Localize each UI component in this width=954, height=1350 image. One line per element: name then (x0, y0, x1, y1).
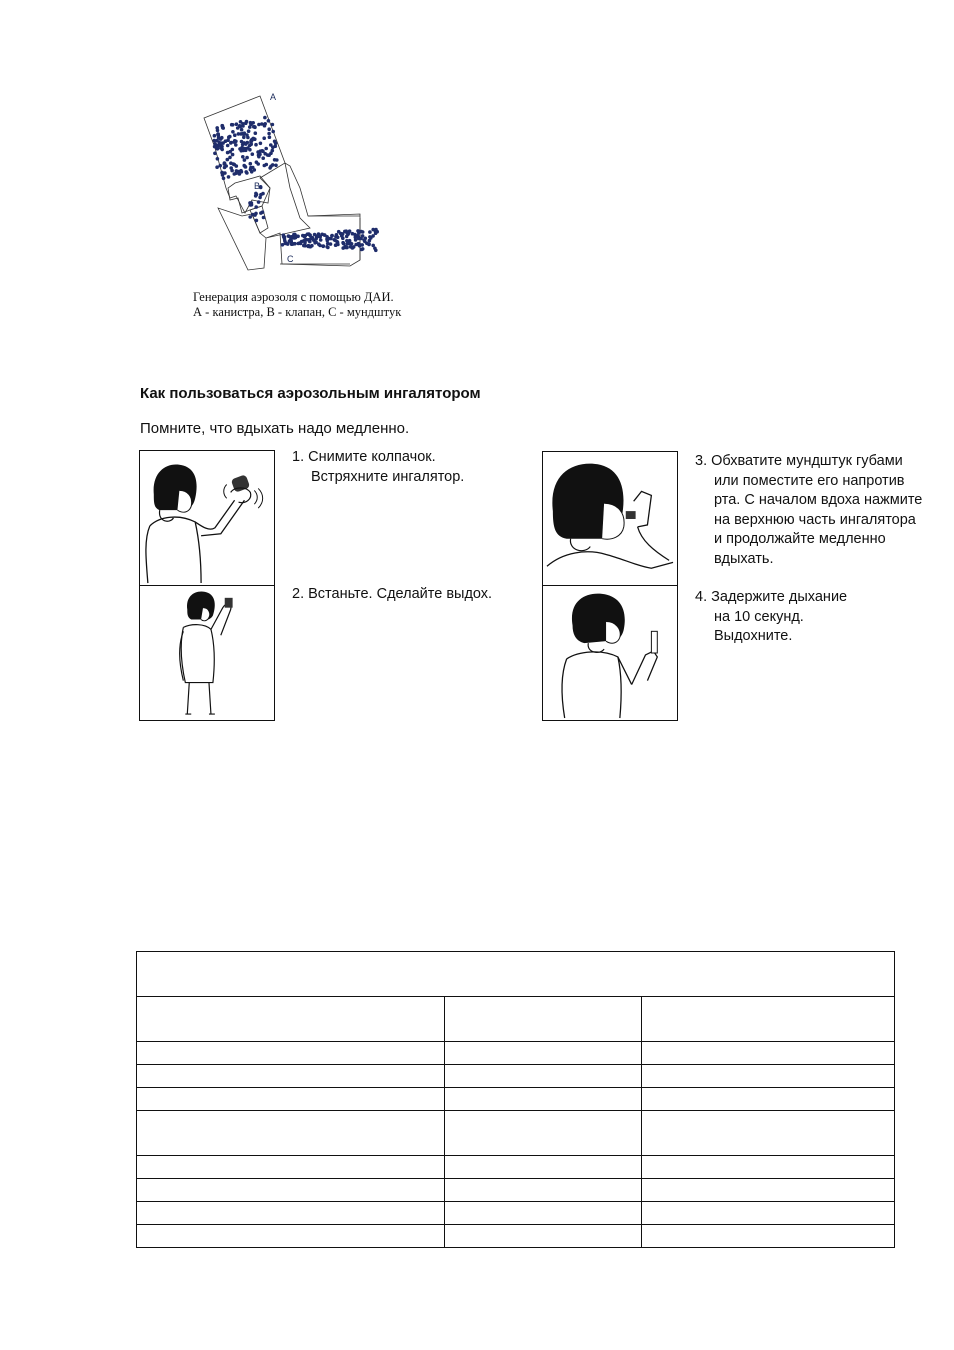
aerosol-dot (242, 147, 246, 151)
step-2-line: 2. Встаньте. Сделайте выдох. (292, 586, 493, 602)
caption-line-1: Генерация аэрозоля с помощью ДАИ. (193, 290, 394, 304)
inhaler-aerosol-diagram (190, 88, 390, 288)
aerosol-dot (263, 124, 267, 128)
aerosol-dot (252, 137, 256, 141)
table-cell (444, 1088, 642, 1111)
table-header-row (137, 997, 895, 1042)
aerosol-dot (292, 233, 296, 237)
table-title-row (137, 952, 895, 997)
aerosol-dot (374, 249, 378, 253)
aerosol-dot (264, 147, 268, 151)
aerosol-dot (262, 136, 266, 140)
aerosol-dot (223, 161, 227, 165)
illustration-inhale (542, 451, 678, 586)
step-3-line: на верхнюю часть ингалятора (714, 511, 916, 528)
aerosol-dot (268, 135, 272, 139)
aerosol-dot (318, 244, 322, 248)
aerosol-dot (241, 124, 245, 128)
aerosol-dot (240, 140, 244, 144)
aerosol-dot (237, 132, 241, 136)
aerosol-dot (335, 233, 339, 237)
aerosol-dot (245, 171, 249, 175)
illustration-hold-breath (542, 585, 678, 721)
aerosol-dot (263, 116, 267, 120)
table-cell (642, 1202, 895, 1225)
aerosol-dot (351, 246, 355, 250)
aerosol-dot (362, 238, 366, 242)
aerosol-dot (231, 123, 235, 127)
aerosol-dot (254, 194, 258, 198)
aerosol-dot (313, 233, 317, 237)
aerosol-dot (216, 133, 220, 137)
aerosol-dot (239, 169, 243, 173)
aerosol-dot (227, 135, 231, 139)
aerosol-dot (298, 241, 302, 245)
aerosol-dot (326, 246, 330, 250)
table-cell (137, 1111, 445, 1156)
table-cell (642, 1179, 895, 1202)
aerosol-dot (289, 236, 293, 240)
aerosol-dot (244, 121, 248, 125)
girl-shaking-illustration (140, 451, 274, 585)
step-1-text (292, 448, 464, 487)
aerosol-dot (257, 153, 261, 157)
aerosol-dot (254, 205, 258, 209)
aerosol-dot (354, 238, 358, 242)
table-row (137, 1042, 895, 1065)
step-4-line: 4. Задержите дыхание (695, 589, 848, 605)
aerosol-dot (213, 142, 217, 146)
aerosol-dot (274, 164, 278, 168)
table-row (137, 1225, 895, 1248)
diagram-caption (193, 290, 401, 320)
aerosol-dot (248, 125, 252, 129)
aerosol-dot (219, 142, 223, 146)
caption-line-2: А - канистра, В - клапан, С - мундштук (193, 305, 402, 319)
table-cell (444, 997, 642, 1042)
table-cell (137, 1065, 445, 1088)
aerosol-dot (273, 140, 277, 144)
table-cell (642, 1156, 895, 1179)
aerosol-dot (267, 153, 271, 157)
step-3-line: или поместите его напротив (714, 472, 905, 489)
aerosol-dot (215, 139, 219, 143)
aerosol-dot (223, 171, 227, 175)
aerosol-dot (231, 153, 235, 157)
aerosol-dot (244, 142, 248, 146)
aerosol-dot (218, 164, 222, 168)
aerosol-dot (360, 230, 364, 234)
aerosol-dot (241, 155, 245, 159)
aerosol-dot (367, 243, 371, 247)
table-row (137, 1179, 895, 1202)
aerosol-dot (226, 144, 230, 148)
aerosol-dot (220, 136, 224, 140)
aerosol-dot (347, 232, 351, 236)
aerosol-dot (261, 156, 265, 160)
aerosol-dot (255, 160, 259, 164)
aerosol-dot (248, 215, 252, 219)
aerosol-dot (310, 244, 314, 248)
aerosol-dot (319, 238, 323, 242)
aerosol-dot (255, 219, 259, 223)
aerosol-dot (323, 233, 327, 237)
aerosol-dot (257, 200, 261, 204)
table-row (137, 1202, 895, 1225)
aerosol-dot (249, 162, 253, 166)
aerosol-dot (243, 158, 247, 162)
aerosol-dot (249, 121, 253, 125)
table-row (137, 1088, 895, 1111)
aerosol-dot (253, 126, 257, 130)
aerosol-dot (267, 132, 271, 136)
illustration-stand-exhale (139, 585, 275, 721)
aerosol-dot (263, 164, 267, 168)
aerosol-dot (247, 129, 251, 133)
label-a: A (270, 92, 277, 102)
aerosol-dot (240, 128, 244, 132)
table-cell (137, 952, 895, 997)
aerosol-dot (254, 131, 258, 135)
aerosol-dot (303, 235, 307, 239)
aerosol-dot (267, 127, 271, 131)
table-cell (444, 1225, 642, 1248)
table-cell (642, 1088, 895, 1111)
step-2-text (292, 585, 492, 605)
step-1-line: Встряхните ингалятор. (311, 468, 465, 485)
aerosol-dot (321, 245, 325, 249)
instructions-reminder: Помните, что вдыхать надо медленно. (140, 420, 410, 437)
aerosol-dot (345, 239, 349, 243)
aerosol-dot (231, 130, 235, 134)
aerosol-dot (249, 168, 253, 172)
step-4-line: на 10 секунд. (714, 608, 804, 625)
label-b: B (254, 181, 261, 191)
blank-table (136, 951, 895, 1248)
aerosol-dot (286, 242, 290, 246)
aerosol-dot (275, 158, 279, 162)
aerosol-dot (235, 122, 239, 126)
aerosol-dot (229, 141, 233, 145)
aerosol-dot (330, 234, 334, 238)
aerosol-dot (251, 152, 255, 156)
table-cell (137, 1225, 445, 1248)
aerosol-dot (213, 134, 217, 138)
table-cell (642, 1042, 895, 1065)
aerosol-dot (271, 163, 275, 167)
aerosol-dot (337, 230, 341, 234)
table-row (137, 1111, 895, 1156)
aerosol-dot (233, 133, 237, 137)
aerosol-dot (227, 175, 231, 179)
step-4-text (695, 588, 847, 647)
step-4-line: Выдохните. (714, 628, 793, 644)
aerosol-dot (243, 165, 247, 169)
aerosol-dot (234, 143, 238, 147)
aerosol-dot (216, 129, 220, 133)
girl-holding-breath-illustration (543, 586, 677, 720)
table-cell (642, 997, 895, 1042)
aerosol-dot (245, 156, 249, 160)
aerosol-dot (314, 240, 318, 244)
aerosol-dot (307, 245, 311, 249)
table-cell (137, 997, 445, 1042)
aerosol-dot (268, 166, 272, 170)
table-cell (137, 1088, 445, 1111)
aerosol-dot (259, 211, 263, 215)
aerosol-dot (235, 164, 239, 168)
aerosol-dot (254, 212, 258, 216)
table-cell (642, 1111, 895, 1156)
aerosol-dot (238, 147, 242, 151)
aerosol-dot (259, 149, 263, 153)
table-cell (444, 1042, 642, 1065)
aerosol-dot (213, 152, 217, 156)
aerosol-dot (354, 243, 358, 247)
aerosol-dot (228, 156, 232, 160)
aerosol-dot (290, 242, 294, 246)
aerosol-particles (213, 116, 380, 252)
aerosol-dot (308, 240, 312, 244)
aerosol-dot (215, 165, 219, 169)
step-1-line: 1. Снимите колпачок. (292, 449, 436, 465)
instructions-heading: Как пользоваться аэрозольным ингалятором (140, 385, 481, 402)
aerosol-dot (359, 237, 363, 241)
aerosol-dot (294, 236, 298, 240)
aerosol-dot (245, 133, 249, 137)
table-row (137, 1156, 895, 1179)
aerosol-dot (222, 177, 226, 181)
table-cell (444, 1156, 642, 1179)
aerosol-dot (262, 216, 266, 220)
inhaler-diagram-svg (190, 88, 390, 288)
table-cell (137, 1202, 445, 1225)
step-3-line: вдыхать. (714, 550, 774, 567)
aerosol-dot (361, 247, 365, 251)
aerosol-dot (249, 142, 253, 146)
aerosol-dot (351, 232, 355, 236)
aerosol-dot (229, 166, 233, 170)
aerosol-dot (271, 123, 275, 127)
aerosol-dot (368, 235, 372, 239)
aerosol-dot (293, 242, 297, 246)
aerosol-dot (219, 146, 223, 150)
aerosol-dot (267, 119, 271, 123)
aerosol-dot (261, 192, 265, 196)
aerosol-dot (302, 244, 306, 248)
table-cell (137, 1156, 445, 1179)
aerosol-dot (307, 232, 311, 236)
table-cell (444, 1111, 642, 1156)
table-cell (444, 1202, 642, 1225)
aerosol-dot (221, 124, 225, 128)
aerosol-dot (229, 161, 233, 165)
aerosol-dot (356, 229, 360, 233)
aerosol-dot (239, 120, 243, 124)
aerosol-dot (238, 172, 242, 176)
aerosol-dot (223, 166, 227, 170)
valve-stem-outline (250, 206, 268, 233)
table-cell (137, 1042, 445, 1065)
aerosol-dot (342, 242, 346, 246)
aerosol-dot (371, 244, 375, 248)
aerosol-dot (341, 246, 345, 250)
aerosol-dot (216, 157, 220, 161)
aerosol-dot (254, 143, 258, 147)
aerosol-dot (368, 230, 372, 234)
aerosol-dot (259, 142, 263, 146)
aerosol-dot (271, 130, 275, 134)
table-cell (642, 1065, 895, 1088)
aerosol-dot (336, 241, 340, 245)
aerosol-dot (326, 242, 330, 246)
aerosol-dot (340, 232, 344, 236)
aerosol-dot (238, 125, 242, 129)
table-cell (444, 1179, 642, 1202)
label-c: C (287, 254, 294, 264)
girl-standing-illustration (140, 586, 274, 720)
aerosol-dot (242, 136, 246, 140)
aerosol-dot (345, 246, 349, 250)
aerosol-dot (283, 235, 287, 239)
illustration-shake-inhaler (139, 450, 275, 586)
step-3-text (695, 452, 922, 569)
step-3-line: рта. С началом вдоха нажмите (714, 492, 923, 508)
aerosol-dot (274, 144, 278, 148)
aerosol-dot (316, 235, 320, 239)
table-row (137, 1065, 895, 1088)
table-cell (137, 1179, 445, 1202)
table-cell (444, 1065, 642, 1088)
aerosol-dot (303, 239, 307, 243)
aerosol-dot (333, 238, 337, 242)
step-3-line: 3. Обхватите мундштук губами (695, 453, 903, 469)
aerosol-dot (228, 150, 232, 154)
table-cell (642, 1225, 895, 1248)
aerosol-dot (233, 139, 237, 143)
aerosol-dot (258, 196, 262, 200)
aerosol-dot (234, 171, 238, 175)
aerosol-dot (346, 242, 350, 246)
step-3-line: и продолжайте медленно (714, 531, 886, 547)
girl-inhaling-illustration (543, 452, 677, 585)
aerosol-dot (374, 231, 378, 235)
aerosol-dot (242, 132, 246, 136)
aerosol-dot (249, 203, 253, 207)
